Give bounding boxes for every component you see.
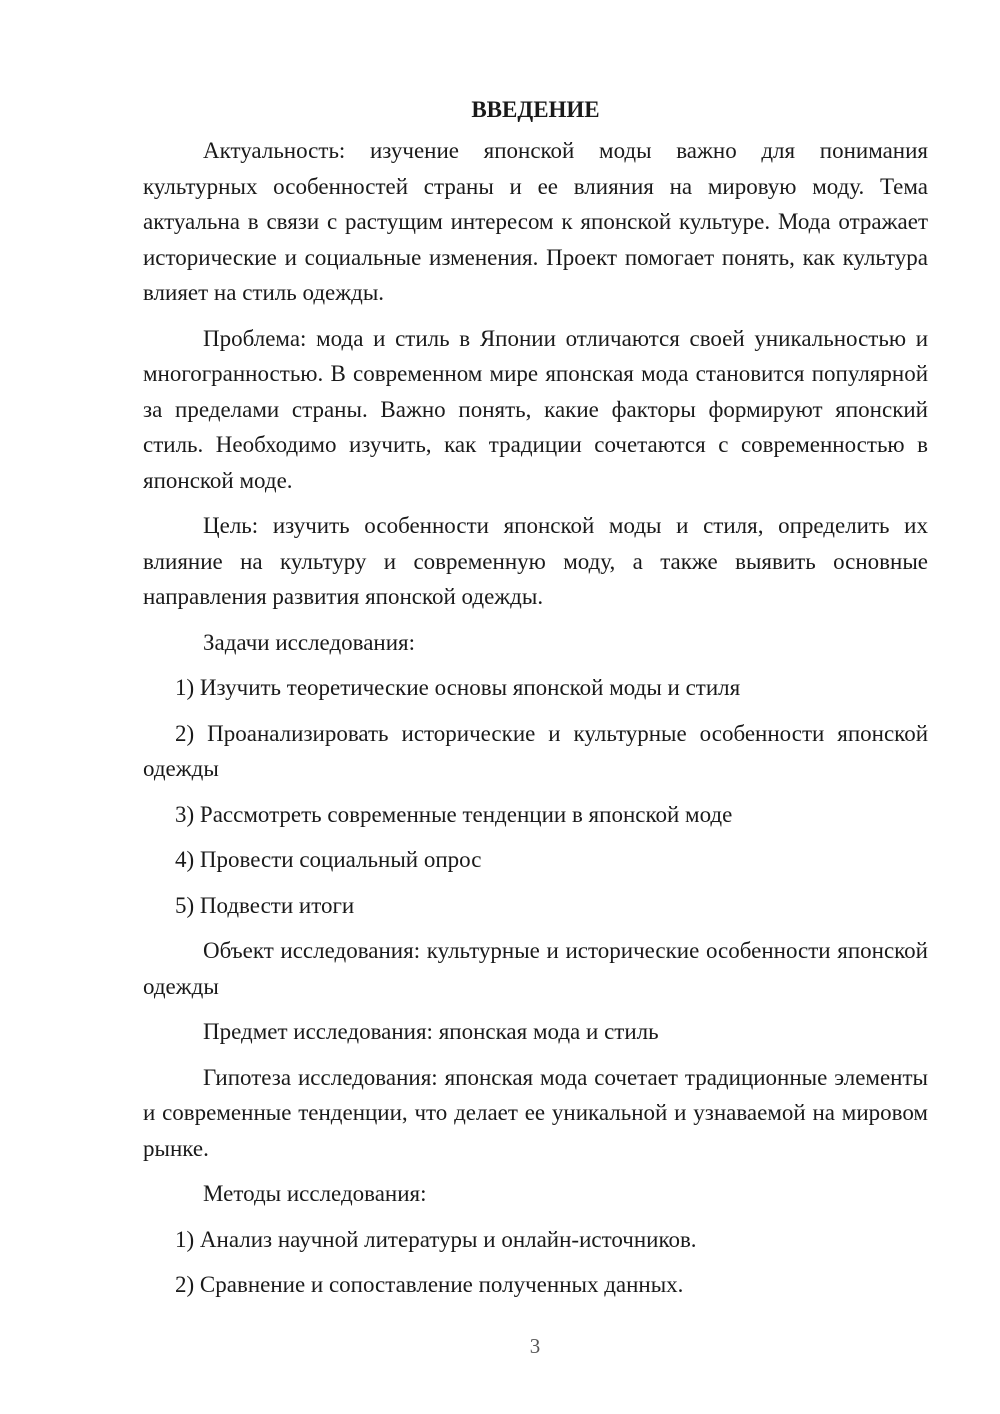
page-number: 3: [529, 1334, 541, 1358]
method-item: 1) Анализ научной литературы и онлайн-источников.: [175, 1226, 697, 1252]
subject-paragraph: Предмет исследования: японская мода и стиль: [203, 1019, 659, 1044]
tasks-heading: Задачи исследования:: [203, 629, 416, 655]
task-item: 5) Подвести итоги: [175, 892, 355, 918]
task-item: 2) Проанализировать исторические и культурные особенности японской одежды: [143, 720, 928, 781]
task-item: 3) Рассмотреть современные тенденции в японской моде: [175, 801, 733, 827]
object-paragraph: Объект исследования: культурные и исторические особенности японской одежды: [143, 938, 928, 999]
task-item: 4) Провести социальный опрос: [175, 847, 482, 872]
method-item: 2) Сравнение и сопоставление полученных данных.: [175, 1272, 684, 1297]
methods-heading: Методы исследования:: [203, 1181, 427, 1206]
goal-paragraph: Цель: изучить особенности японской моды и стиля, определить их влияние на культуру и современную моду, а также выявить основные направления развития японской одежды.: [143, 513, 928, 609]
task-item: 1) Изучить теоретические основы японской моды и стиля: [175, 675, 741, 700]
relevance-paragraph: Актуальность: изучение японской моды важно для понимания культурных особенностей страны и ее влияния на мировую моду. Тема актуальна в связи с растущим интересом к японской культуре. Мода отражает исторические и социальные изменения. Проект помогает понять, как культура влияет на стиль одежды.: [143, 138, 928, 305]
hypothesis-paragraph: Гипотеза исследования: японская мода сочетает традиционные элементы и современные тенденции, что делает ее уникальной и узнаваемой на мировом рынке.: [143, 1064, 928, 1161]
section-title: ВВЕДЕНИЕ: [471, 97, 600, 122]
document-page: [143, 92, 928, 1313]
problem-paragraph: Проблема: мода и стиль в Японии отличаются своей уникальностью и многогранностью. В современном мире японская мода становится популярной за пределами страны. Важно понять, какие факторы формируют японский стиль. Необходимо изучить, как традиции сочетаются с современностью в японской моде.: [143, 325, 928, 493]
